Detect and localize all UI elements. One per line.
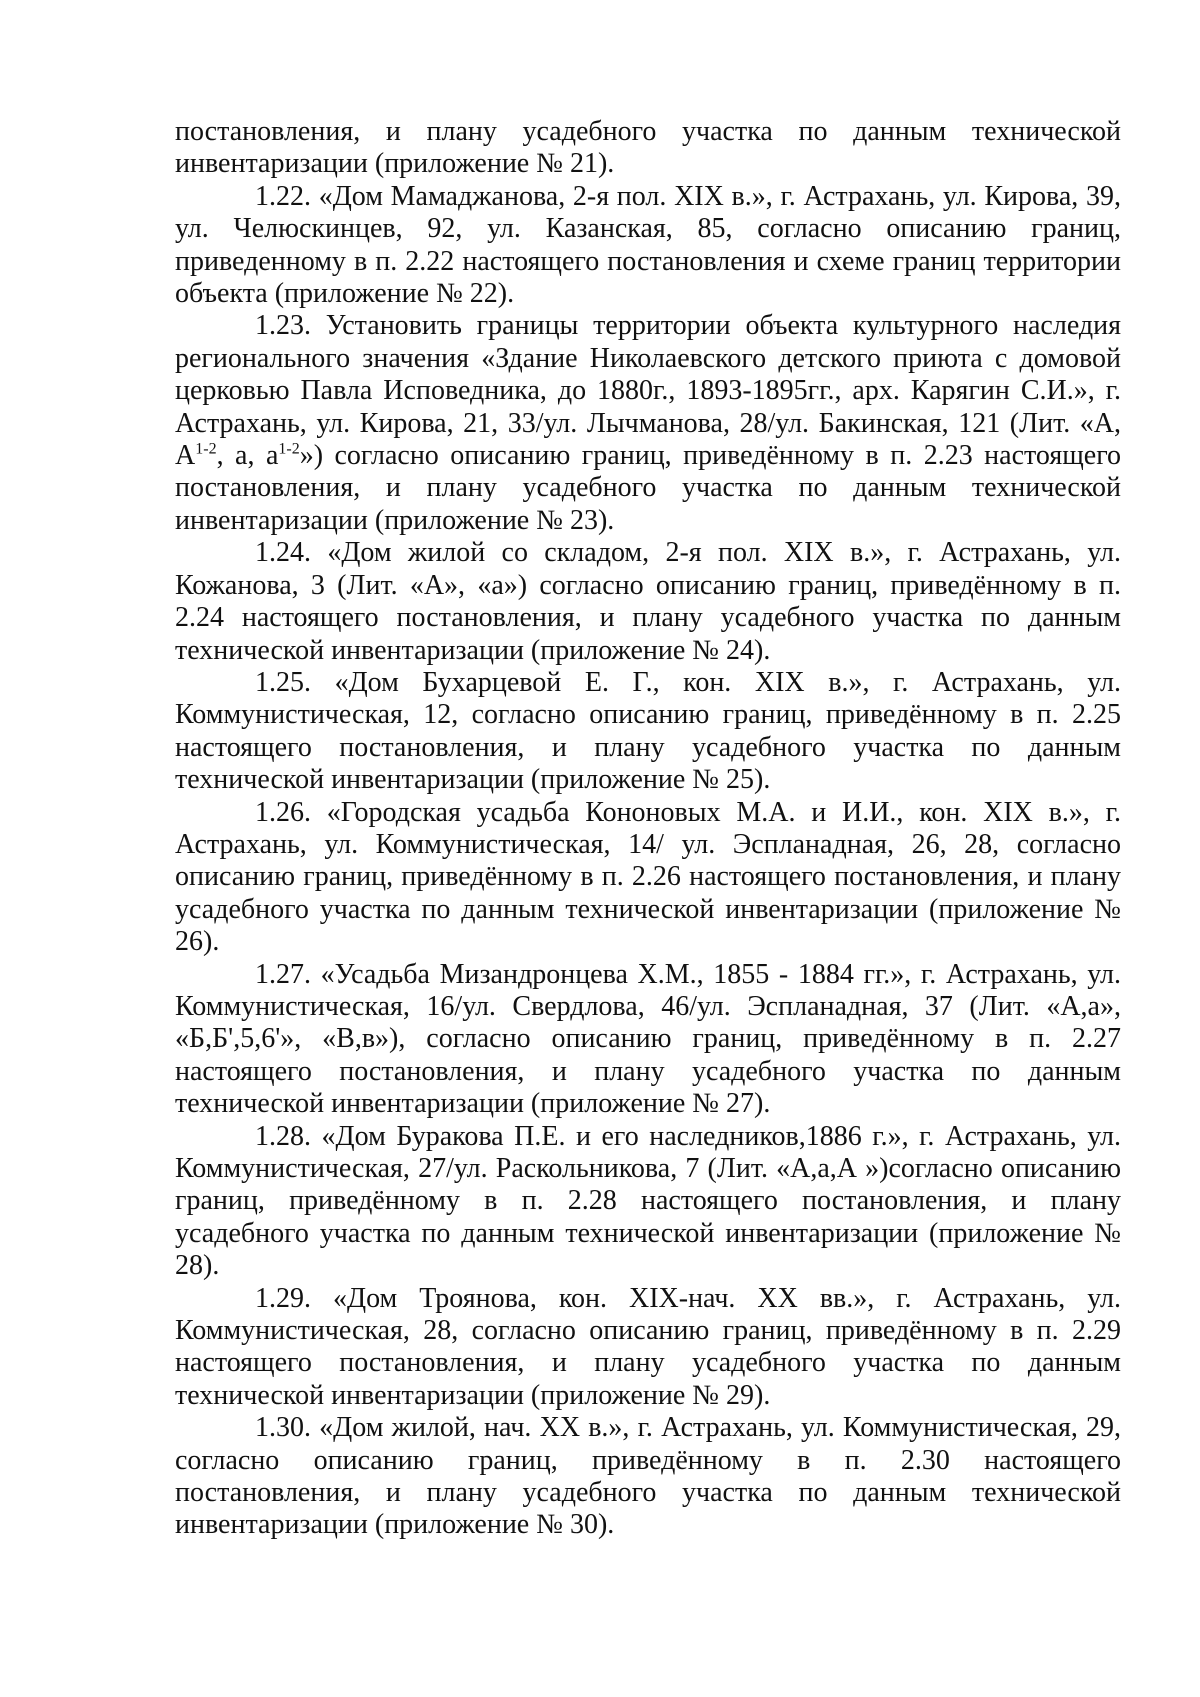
paragraph-text: , а, а [216,440,279,472]
paragraph-text: 1.27. «Усадьба Мизандронцева Х.М., 1855 - 1884 гг.», г. Астрахань, ул. Коммунистическая, 16/ул. Свердлова, 46/ул. Эспланадная, 37 (Лит. «А,а», «Б,Б',5,6'», «В,в»), согласно описанию границ, приведённому в п. 2.27 настоящего постановления, и плану усадебного участка по данным технической инвентаризации (приложение № 27). [175,958,1121,1120]
paragraph-1-22 [175,181,1121,311]
paragraph-1-29 [175,1283,1121,1413]
paragraph-text: 1.22. «Дом Мамаджанова, 2-я пол. XIX в.», г. Астрахань, ул. Кирова, 39, ул. Челюскинцев, 92, ул. Казанская, 85, согласно описанию границ, приведенному в п. 2.22 настоящего постановления и схеме границ территории объекта (приложение № 22). [175,180,1121,310]
paragraph-1-30 [175,1412,1121,1542]
paragraph-1-26 [175,797,1121,959]
paragraph-1-25 [175,667,1121,797]
paragraph-1-27 [175,959,1121,1121]
paragraph-text: 1.30. «Дом жилой, нач. XX в.», г. Астрахань, ул. Коммунистическая, 29, согласно описанию границ, приведённому в п. 2.30 настоящего постановления, и плану усадебного участка по данным технической инвентаризации (приложение № 30). [175,1412,1121,1541]
document-body [175,116,1121,1542]
superscript-literal: 1-2 [278,440,300,458]
paragraph-1-21-continuation [175,116,1121,181]
paragraph-text: ») согласно описанию границ, приведённому в п. 2.23 настоящего постановления, и плану усадебного участка по данным технической инвентаризации (приложение № 23). [175,440,1121,536]
paragraph-text: 1.24. «Дом жилой со складом, 2-я пол. XIX в.», г. Астрахань, ул. Кожанова, 3 (Лит. «А», «а») согласно описанию границ, приведённому в п. 2.24 настоящего постановления, и плану усадебного участка по данным технической инвентаризации (приложение № 24). [175,537,1121,666]
paragraph-text: 1.28. «Дом Буракова П.Е. и его наследников,1886 г.», г. Астрахань, ул. Коммунистическая, 27/ул. Раскольникова, 7 (Лит. «А,а,А »)согласно описанию границ, приведённому в п. 2.28 настоящего постановления, и плану усадебного участка по данным технической инвентаризации (приложение № 28). [175,1120,1121,1282]
paragraph-1-23 [175,310,1121,537]
paragraph-text: постановления, и плану усадебного участка по данным технической инвентаризации (приложение № 21). [175,116,1121,180]
paragraph-text: 1.25. «Дом Бухарцевой Е. Г., кон. XIX в.», г. Астрахань, ул. Коммунистическая, 12, согласно описанию границ, приведённому в п. 2.25 настоящего постановления, и плану усадебного участка по данным технической инвентаризации (приложение № 25). [175,666,1121,796]
paragraph-1-24 [175,537,1121,667]
superscript-literal: 1-2 [195,440,217,458]
paragraph-text: 1.23. Установить границы территории объекта культурного наследия регионального значения «Здание Николаевского детского приюта с домовой церковью Павла Исповедника, до 1880г., 1893-1895гг., арх. Карягин С.И.», г. Астрахань, ул. Кирова, 21, 33/ул. Лычманова, 28/ул. Бакинская, 121 (Лит. «А, А [175,310,1121,472]
paragraph-text: 1.29. «Дом Троянова, кон. XIX-нач. XX вв.», г. Астрахань, ул. Коммунистическая, 28, согласно описанию границ, приведённому в п. 2.29 настоящего постановления, и плану усадебного участка по данным технической инвентаризации (приложение № 29). [175,1282,1121,1411]
paragraph-1-28 [175,1121,1121,1283]
paragraph-text: 1.26. «Городская усадьба Кононовых М.А. и И.И., кон. XIX в.», г. Астрахань, ул. Коммунистическая, 14/ ул. Эспланадная, 26, 28, согласно описанию границ, приведённому в п. 2.26 настоящего постановления, и плану усадебного участка по данным технической инвентаризации (приложение № 26). [175,796,1121,958]
